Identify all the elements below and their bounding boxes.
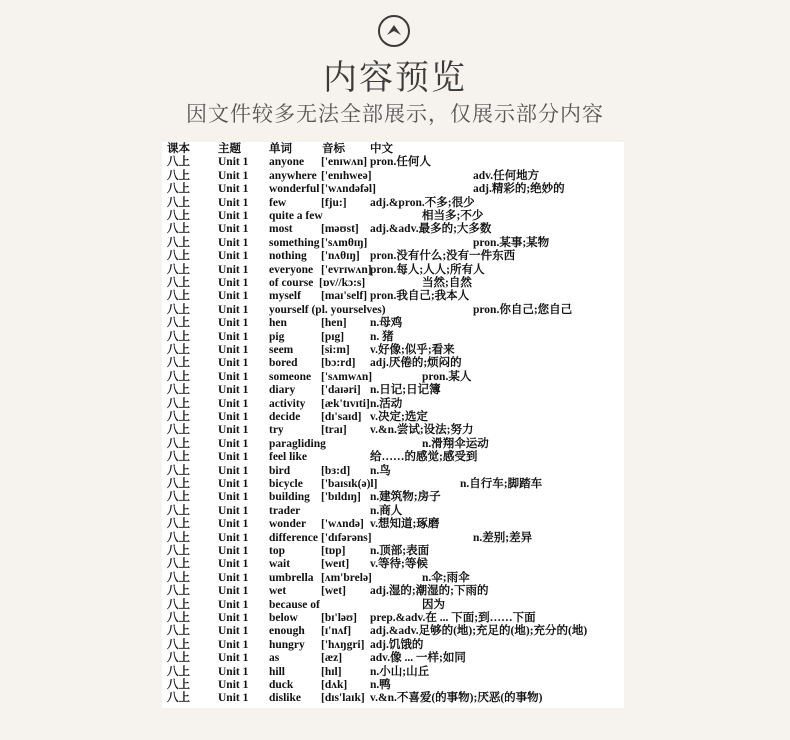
meaning-cell: n. 猪 [370,330,394,343]
meaning-cell: n.伞;雨伞 [422,571,470,584]
word-cell: nothing [269,250,307,263]
phonetic-cell: [maɪ'self] [321,290,368,303]
word-cell: top [269,545,285,557]
column-header-unit: 主题 [218,143,241,155]
phonetic-cell: ['enɪwʌn] [321,156,368,169]
unit-cell: Unit 1 [218,156,249,169]
book-cell: 八上 [167,317,190,330]
meaning-cell: n.商人 [370,504,403,517]
word-cell: duck [269,679,294,691]
word-cell: bird [269,464,291,477]
table-row [162,411,624,424]
unit-cell: Unit 1 [218,370,249,383]
phonetic-cell: [ɒv//kɔ:s] [319,277,366,289]
phonetic-cell: ['baɪsɪk(ə)l] [321,478,378,490]
unit-cell: Unit 1 [218,344,249,356]
word-cell: wonder [269,518,307,531]
table-row [162,652,624,665]
book-cell: 八上 [167,169,190,182]
phonetic-cell: ['evrɪwʌn] [321,263,372,276]
phonetic-cell: ['nʌθɪŋ] [321,250,360,263]
table-row [162,331,624,344]
meaning-cell: pron.任何人 [370,156,431,169]
book-cell: 八上 [167,303,190,316]
table-row [162,692,624,705]
unit-cell: Unit 1 [218,357,249,370]
word-cell: something [269,236,320,249]
table-row [162,317,624,330]
unit-cell: Unit 1 [218,518,249,531]
table-row [162,371,624,384]
book-cell: 八上 [167,370,190,383]
table-row [162,210,624,223]
meaning-cell: 因为 [422,598,445,611]
book-cell: 八上 [167,330,190,343]
book-cell: 八上 [167,625,190,638]
word-cell: because of [269,598,320,611]
word-cell: diary [269,384,296,397]
book-cell: 八上 [167,612,190,624]
table-row [162,639,624,652]
unit-cell: Unit 1 [218,464,249,477]
phonetic-cell: [bɪ'ləʊ] [321,612,357,624]
unit-cell: Unit 1 [218,504,249,517]
unit-cell: Unit 1 [218,196,249,209]
table-row [162,250,624,263]
word-cell: dislike [269,692,301,705]
book-cell: 八上 [167,263,190,276]
unit-cell: Unit 1 [218,679,249,691]
phonetic-cell: ['sʌmwʌn] [321,370,373,383]
book-cell: 八上 [167,223,190,236]
word-cell: hill [269,665,285,678]
book-cell: 八上 [167,196,190,209]
meaning-cell: pron.我自己;我本人 [370,290,470,303]
unit-cell: Unit 1 [218,223,249,236]
unit-cell: Unit 1 [218,169,249,182]
book-cell: 八上 [167,598,190,611]
unit-cell: Unit 1 [218,411,249,423]
word-cell: decide [269,411,301,423]
phonetic-cell: ['wʌndəfəl] [321,183,376,196]
book-cell: 八上 [167,571,190,584]
book-cell: 八上 [167,558,190,571]
table-row [162,532,624,545]
unit-cell: Unit 1 [218,545,249,557]
word-cell: feel like [269,451,307,464]
phonetic-cell: [bɜ:d] [321,464,351,477]
page-subtitle: 因文件较多无法全部展示，仅展示部分内容 [186,102,604,126]
unit-cell: Unit 1 [218,612,249,624]
meaning-cell: 给……的感觉;感受到 [370,451,478,464]
table-row [162,398,624,411]
table-row [162,344,624,357]
meaning-cell: adj.&adv.最多的;大多数 [370,223,492,236]
word-cell: yourself (pl. yourselves) [269,303,386,316]
meaning-cell: prep.&adv.在 ... 下面;到……下面 [370,612,536,624]
unit-cell: Unit 1 [218,665,249,678]
book-cell: 八上 [167,236,190,249]
phonetic-cell: [hɪl] [321,665,342,678]
meaning-cell: n.活动 [370,397,403,410]
table-row [162,264,624,277]
book-cell: 八上 [167,290,190,303]
page-title: 内容预览 [323,58,467,98]
table-row [162,558,624,571]
meaning-cell: n.鸭 [370,679,391,691]
word-cell: anywhere [269,169,317,182]
book-cell: 八上 [167,464,190,477]
unit-cell: Unit 1 [218,384,249,397]
unit-cell: Unit 1 [218,558,249,571]
book-cell: 八上 [167,411,190,423]
phonetic-cell: ['bɪldɪŋ] [321,491,361,504]
table-row [162,679,624,692]
unit-cell: Unit 1 [218,424,249,437]
book-cell: 八上 [167,384,190,397]
table-row [162,545,624,558]
book-cell: 八上 [167,585,190,598]
column-header-word: 单词 [269,143,292,155]
unit-cell: Unit 1 [218,571,249,584]
word-cell: paragliding [269,437,326,450]
book-cell: 八上 [167,491,190,504]
unit-cell: Unit 1 [218,478,249,490]
unit-cell: Unit 1 [218,397,249,410]
book-cell: 八上 [167,692,190,705]
meaning-cell: n.差别;差异 [473,531,533,544]
book-cell: 八上 [167,451,190,464]
word-cell: wonderful [269,183,320,196]
unit-cell: Unit 1 [218,250,249,263]
book-cell: 八上 [167,357,190,370]
book-cell: 八上 [167,277,190,289]
meaning-cell: adj.精彩的;绝妙的 [473,183,565,196]
table-row [162,237,624,250]
table-header [162,143,624,156]
book-cell: 八上 [167,183,190,196]
word-cell: enough [269,625,305,638]
book-cell: 八上 [167,250,190,263]
word-cell: few [269,196,287,209]
word-cell: everyone [269,263,314,276]
meaning-cell: pron.没有什么;没有一件东西 [370,250,516,263]
word-cell: anyone [269,156,305,169]
unit-cell: Unit 1 [218,303,249,316]
book-cell: 八上 [167,679,190,691]
word-cell: wait [269,558,291,571]
word-cell: pig [269,330,285,343]
table-row [162,424,624,437]
unit-cell: Unit 1 [218,183,249,196]
word-cell: quite a few [269,210,323,222]
table-row [162,625,624,638]
meaning-cell: v.好像;似乎;看来 [370,344,455,356]
meaning-cell: v.决定;选定 [370,411,428,423]
meaning-cell: adv.像 ... 一样;如同 [370,652,466,665]
meaning-cell: v.等待;等候 [370,558,428,571]
table-row [162,518,624,531]
table-row [162,438,624,451]
meaning-cell: 相当多;不少 [422,210,484,222]
table-row [162,478,624,491]
meaning-cell: v.&n.不喜爱(的事物);厌恶(的事物) [370,692,543,705]
book-cell: 八上 [167,156,190,169]
meaning-cell: adv.任何地方 [473,169,540,182]
meaning-cell: n.顶部;表面 [370,545,430,557]
phonetic-cell: ['daɪəri] [321,384,361,397]
word-cell: try [269,424,284,437]
word-cell: below [269,612,298,624]
meaning-cell: adj.湿的;潮湿的;下雨的 [370,585,489,598]
word-cell: seem [269,344,294,356]
chevron-up-circle-icon [377,14,411,48]
table-row [162,612,624,625]
table-row [162,170,624,183]
book-cell: 八上 [167,518,190,531]
word-cell: hungry [269,638,305,651]
book-cell: 八上 [167,478,190,490]
phonetic-cell: [dɪ'saɪd] [321,411,362,423]
unit-cell: Unit 1 [218,491,249,504]
book-cell: 八上 [167,210,190,222]
word-cell: hen [269,317,287,330]
unit-cell: Unit 1 [218,638,249,651]
table-row [162,290,624,303]
book-cell: 八上 [167,344,190,356]
column-header-book: 课本 [167,143,190,155]
table-row [162,197,624,210]
table-row [162,304,624,317]
table-row [162,599,624,612]
unit-cell: Unit 1 [218,290,249,303]
unit-cell: Unit 1 [218,692,249,705]
book-cell: 八上 [167,638,190,651]
meaning-cell: pron.某事;某物 [473,236,550,249]
phonetic-cell: [traɪ] [321,424,347,437]
meaning-cell: n.小山;山丘 [370,665,430,678]
table-row [162,451,624,464]
phonetic-cell: [ɪ'nʌf] [321,625,352,638]
phonetic-cell: ['hʌŋgri] [321,638,365,651]
header [0,0,790,140]
phonetic-cell: [fju:] [321,196,347,209]
table-row [162,384,624,397]
column-header-phonetic: 音标 [322,143,345,155]
unit-cell: Unit 1 [218,625,249,638]
meaning-cell: 当然;自然 [422,277,472,289]
book-cell: 八上 [167,531,190,544]
word-cell: most [269,223,293,236]
word-cell: someone [269,370,312,383]
unit-cell: Unit 1 [218,531,249,544]
table-row [162,156,624,169]
meaning-cell: n.建筑物;房子 [370,491,441,504]
phonetic-cell: ['dɪfərəns] [321,531,372,544]
table-row [162,357,624,370]
table-row [162,183,624,196]
phonetic-cell: [si:m] [321,344,350,356]
table-row [162,666,624,679]
table-row [162,491,624,504]
phonetic-cell: [wet] [321,585,346,598]
phonetic-cell: [pɪg] [321,330,345,343]
book-cell: 八上 [167,652,190,665]
word-cell: bored [269,357,298,370]
word-cell: activity [269,397,306,410]
table-row [162,465,624,478]
phonetic-cell: ['sʌmθɪŋ] [321,236,368,249]
phonetic-cell: [dʌk] [321,679,348,691]
unit-cell: Unit 1 [218,652,249,665]
phonetic-cell: [məʊst] [321,223,359,236]
book-cell: 八上 [167,665,190,678]
unit-cell: Unit 1 [218,277,249,289]
meaning-cell: v.想知道;琢磨 [370,518,440,531]
word-cell: umbrella [269,571,314,584]
word-cell: myself [269,290,301,303]
meaning-cell: n.滑翔伞运动 [422,437,489,450]
column-header-meaning: 中文 [370,143,393,155]
book-cell: 八上 [167,397,190,410]
phonetic-cell: [hen] [321,317,347,330]
document-preview [162,142,624,708]
phonetic-cell: [ʌm'brelə] [321,571,372,584]
book-cell: 八上 [167,424,190,437]
meaning-cell: adj.饥饿的 [370,638,424,651]
meaning-cell: n.母鸡 [370,317,403,330]
word-cell: wet [269,585,287,598]
table-row [162,572,624,585]
meaning-cell: n.自行车;脚踏车 [460,478,543,490]
word-cell: bicycle [269,478,303,490]
unit-cell: Unit 1 [218,585,249,598]
meaning-cell: pron.每人;人人;所有人 [370,263,485,276]
meaning-cell: n.鸟 [370,464,391,477]
table-row [162,505,624,518]
word-cell: as [269,652,280,665]
meaning-cell: n.日记;日记簿 [370,384,441,397]
word-cell: trader [269,504,301,517]
meaning-cell: adj.&pron.不多;很少 [370,196,475,209]
phonetic-cell: ['enɪhweə] [321,169,372,182]
table-row [162,277,624,290]
unit-cell: Unit 1 [218,236,249,249]
unit-cell: Unit 1 [218,437,249,450]
unit-cell: Unit 1 [218,317,249,330]
meaning-cell: pron.某人 [422,370,472,383]
meaning-cell: pron.你自己;您自己 [473,303,573,316]
unit-cell: Unit 1 [218,263,249,276]
meaning-cell: adj.&adv.足够的(地);充足的(地);充分的(地) [370,625,588,638]
phonetic-cell: [dɪs'laɪk] [321,692,365,705]
word-cell: building [269,491,310,504]
phonetic-cell: ['wʌndə] [321,518,364,531]
phonetic-cell: [tɒp] [321,545,346,557]
book-cell: 八上 [167,545,190,557]
unit-cell: Unit 1 [218,210,249,222]
table-row [162,223,624,236]
word-cell: difference [269,531,318,544]
phonetic-cell: [bɔ:rd] [321,357,356,370]
meaning-cell: v.&n.尝试;设法;努力 [370,424,474,437]
word-cell: of course [269,277,314,289]
book-cell: 八上 [167,504,190,517]
phonetic-cell: [æz] [321,652,343,665]
unit-cell: Unit 1 [218,598,249,611]
meaning-cell: adj.厌倦的;烦闷的 [370,357,462,370]
phonetic-cell: [æk'tɪvɪti] [321,397,370,410]
unit-cell: Unit 1 [218,330,249,343]
unit-cell: Unit 1 [218,451,249,464]
phonetic-cell: [weɪt] [321,558,350,571]
table-row [162,585,624,598]
book-cell: 八上 [167,437,190,450]
